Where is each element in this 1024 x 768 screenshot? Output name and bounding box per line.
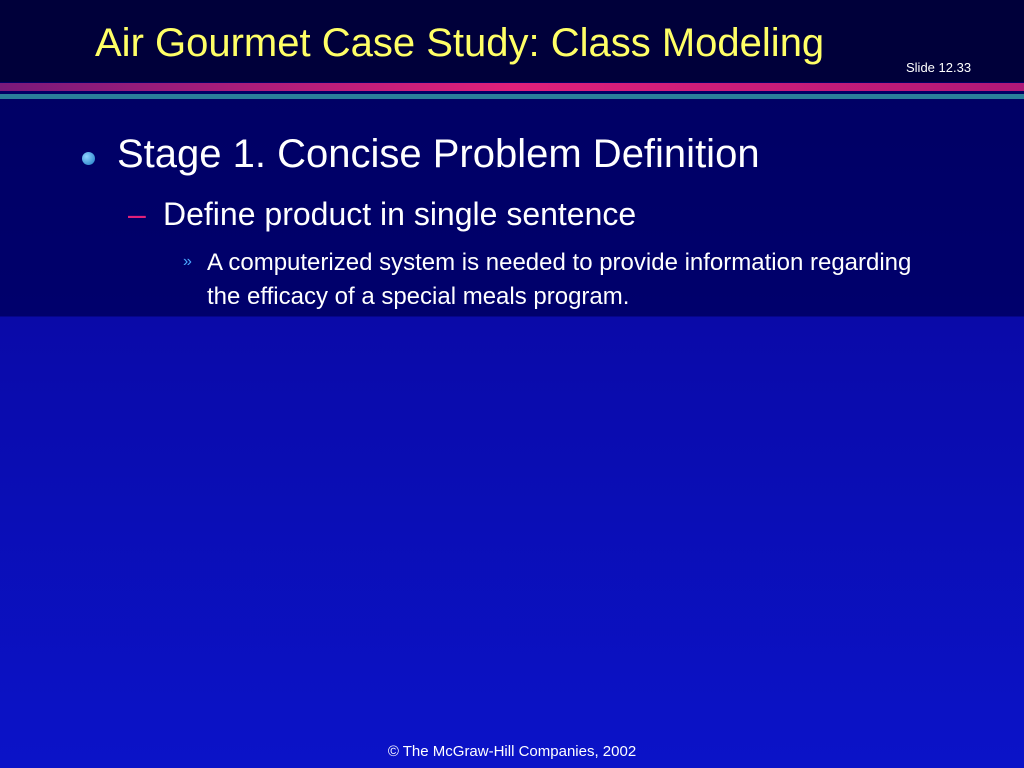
bullet-level3: A computerized system is needed to provide information regarding the efficacy of a special meals program.: [207, 249, 912, 310]
secondary-band: [0, 94, 1024, 99]
round-bullet-icon: [82, 152, 95, 165]
slide-title: Air Gourmet Case Study: Class Modeling: [95, 21, 825, 65]
dash-bullet-icon: –: [128, 196, 146, 232]
bullet-level2: Define product in single sentence: [163, 196, 637, 232]
slide-number: Slide 12.33: [906, 60, 972, 75]
raquo-bullet-icon: »: [183, 253, 192, 270]
copyright-footer: © The McGraw-Hill Companies, 2002: [387, 743, 637, 760]
bullet-level1: Stage 1. Concise Problem Definition: [117, 132, 760, 176]
accent-band: [0, 83, 1024, 91]
